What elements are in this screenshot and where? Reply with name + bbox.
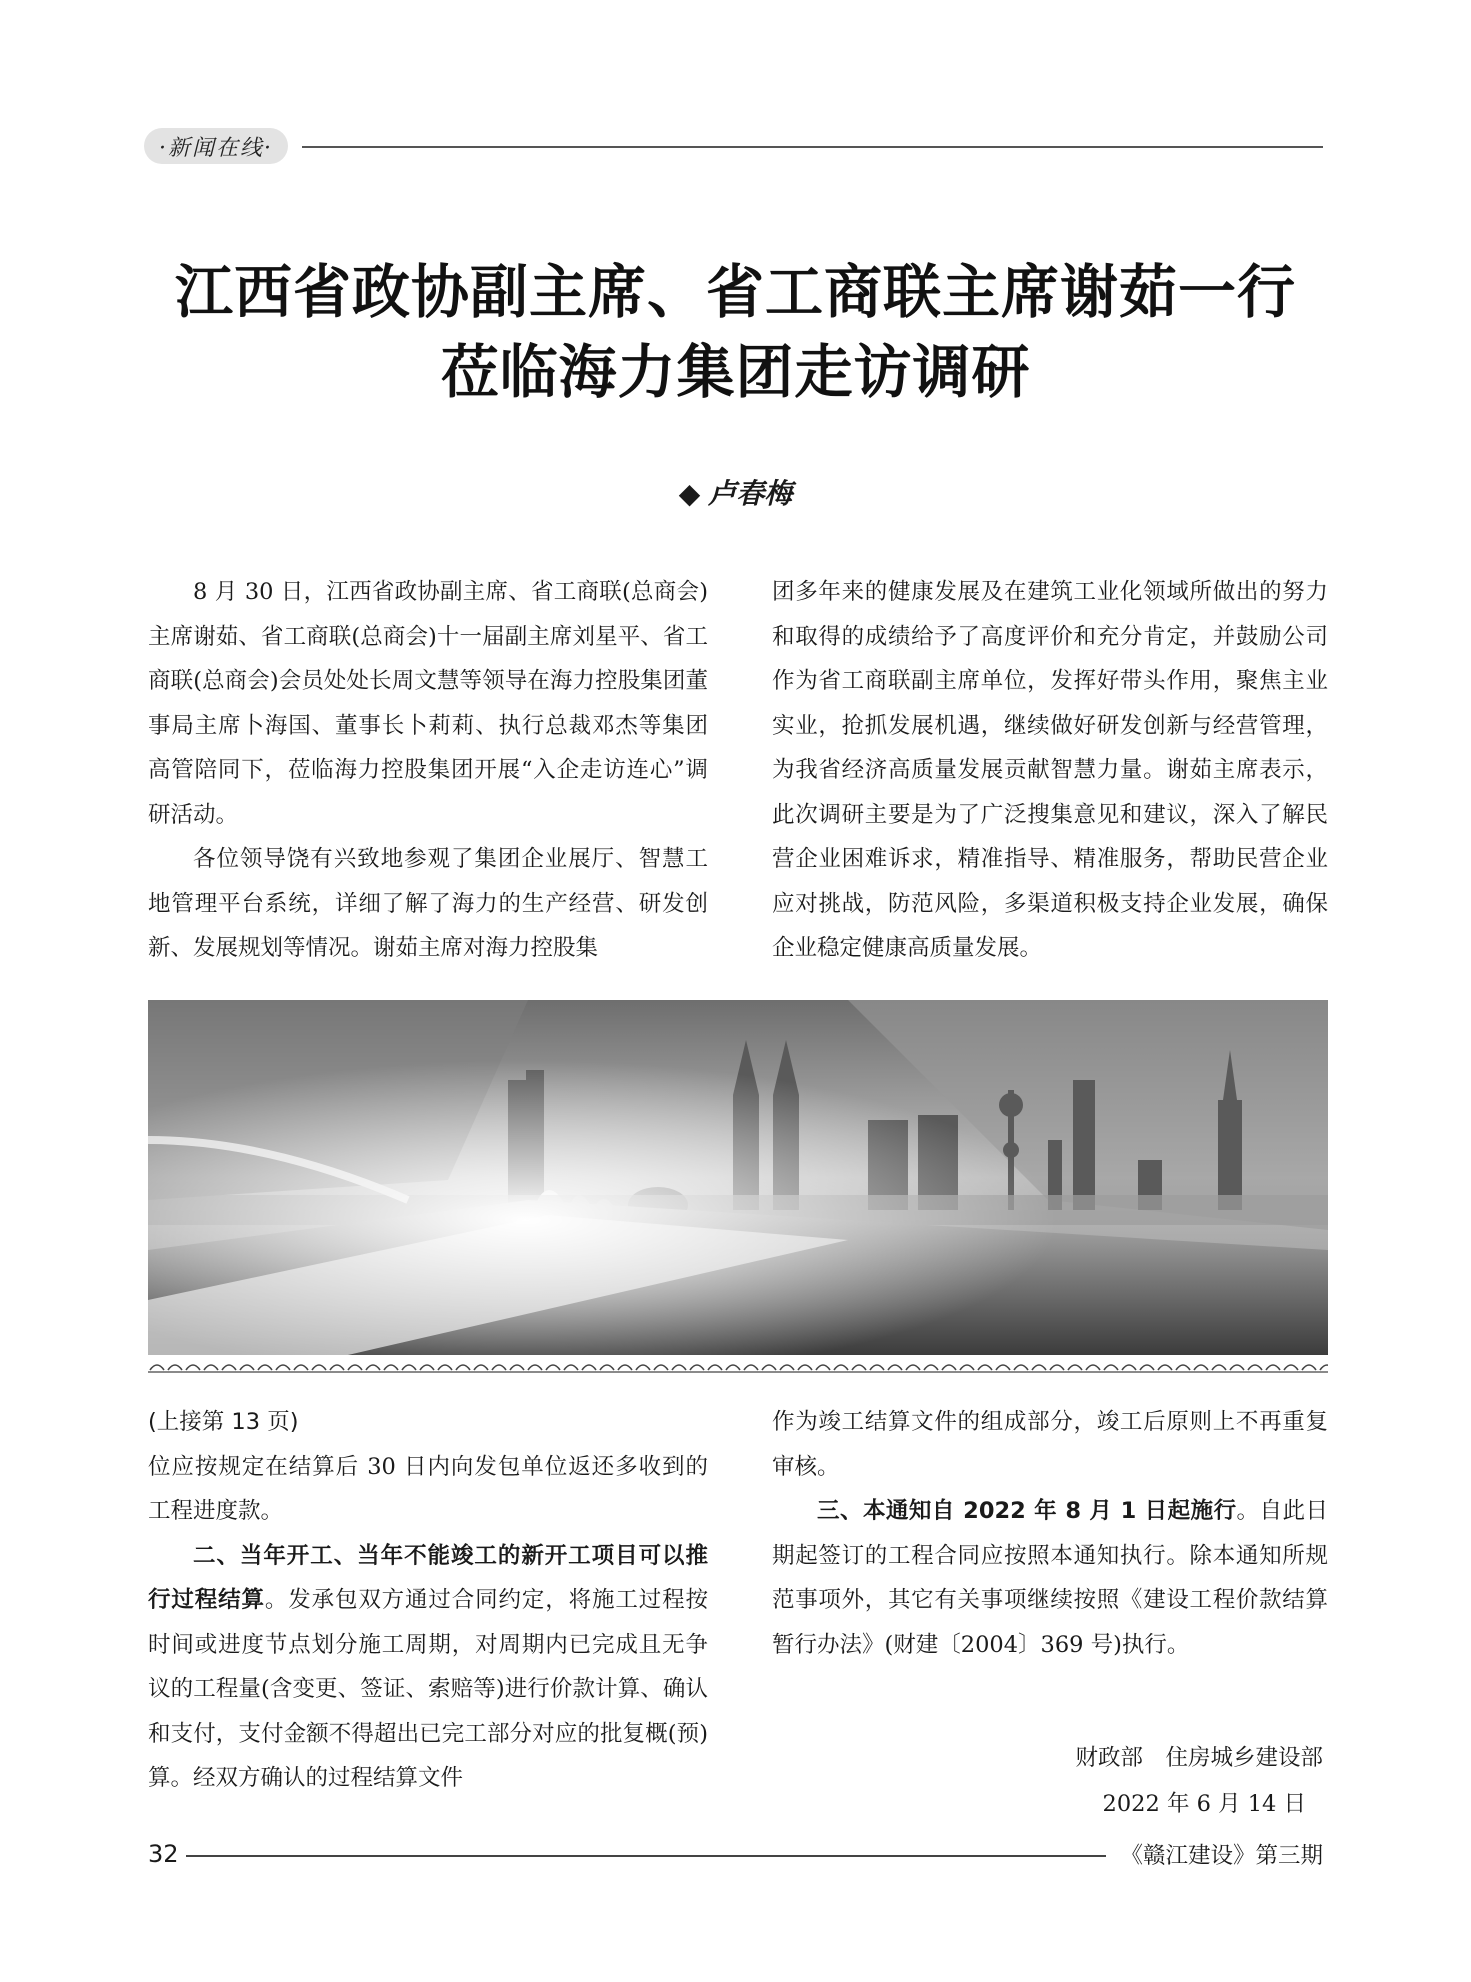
city-skyline-banner [148,1000,1328,1355]
article-paragraph-1: 8 月 30 日，江西省政协副主席、省工商联(总商会)主席谢茹、省工商联(总商会)十一届副主席刘星平、省工商联(总商会)会员处处长周文慧等领导在海力控股集团董事局主席卜海国、董事长卜莉莉、执行总裁邓杰等集团高管陪同下，莅临海力控股集团开展“入企走访连心”调研活动。 [148,579,708,828]
author-name: 卢春梅 [708,477,793,510]
section-tag: ·新闻在线· [144,128,288,164]
notice-body-3: 。自此日期起签订的工程合同应按照本通知执行。除本通知所规范事项外，其它有关事项继续按照《建设工程价款结算暂行办法》(财建〔2004〕369 号)执行。 [772,1498,1328,1658]
notice-paragraph-2-end: 作为竣工结算文件的组成部分，竣工后原则上不再重复审核。 [772,1409,1328,1480]
notice-heading-3: 三、本通知自 2022 年 8 月 1 日起施行 [817,1498,1237,1524]
diamond-icon: ◆ [678,477,701,510]
article-paragraph-2-end: 团多年来的健康发展及在建筑工业化领域所做出的努力和取得的成绩给予了高度评价和充分肯定，并鼓励公司作为省工商联副主席单位，发挥好带头作用，聚焦主业实业，抢抓发展机遇，继续做好研发创新与经营管理，为我省经济高质量发展贡献智慧力量。谢茹主席表示，此次调研主要是为了广泛搜集意见和建议，深入了解民营企业困难诉求，精准指导、精准服务，帮助民营企业应对挑战，防范风险，多渠道积极支持企业发展，确保企业稳定健康高质量发展。 [772,579,1328,961]
decorative-border [148,1360,1328,1374]
article-title-line-1: 江西省政协副主席、省工商联主席谢茹一行 [174,258,1296,326]
notice-heading-2: 二、当年开工、当年不能竣工的新开工项目可以推行过程结算 [148,1542,708,1613]
notice-paragraph-3 [772,1489,1328,1667]
notice-body-2: 。发承包双方通过合同约定，将施工过程按时间或进度节点划分施工周期，对周期内已完成且无争议的工程量(含变更、签证、索赔等)进行价款计算、确认和支付，支付金额不得超出已完工部分对应的批复概(预)算。经双方确认的过程结算文件 [148,1587,708,1791]
byline [0,472,1471,512]
continuation-note: (上接第 13 页) [148,1409,299,1435]
signature-date: 2022 年 6 月 14 日 [1102,1791,1306,1817]
journal-name: 《赣江建设》第三期 [1120,1843,1323,1869]
header-rule [302,146,1323,148]
article-column-right [772,570,1328,971]
article-paragraph-2-start: 各位领导饶有兴致地参观了集团企业展厅、智慧工地管理平台系统，详细了解了海力的生产经营、研发创新、发展规划等情况。谢茹主席对海力控股集 [148,846,708,961]
signature-organizations: 财政部 住房城乡建设部 [1075,1745,1323,1771]
footer-rule [186,1855,1106,1857]
article-column-left [148,570,708,971]
notice-column-right [772,1400,1328,1667]
article-title-line-2: 莅临海力集团走访调研 [440,338,1031,406]
notice-paragraph-1: 位应按规定在结算后 30 日内向发包单位返还多收到的工程进度款。 [148,1453,708,1524]
page-number: 32 [148,1840,179,1868]
notice-column-left [148,1400,708,1801]
notice-paragraph-2 [148,1534,708,1801]
